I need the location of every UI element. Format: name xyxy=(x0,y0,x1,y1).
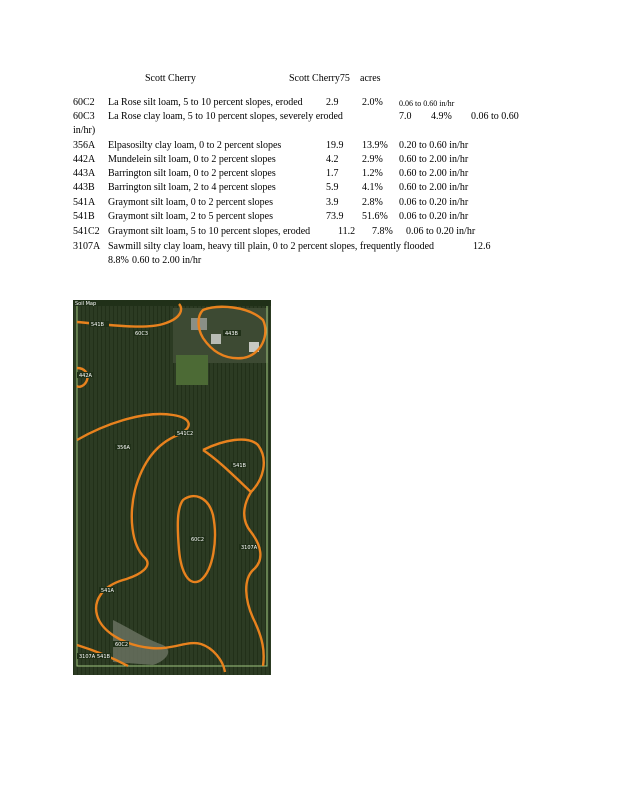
soil-label: 442A xyxy=(79,373,92,379)
soil-symbol: 60C2 xyxy=(73,97,95,108)
map-caption: Soil Map xyxy=(75,301,97,307)
soil-permeability: 0.20 to 0.60 in/hr xyxy=(399,140,469,151)
header-owner-acres: Scott Cherry75 xyxy=(289,73,350,84)
soil-label: 541C2 xyxy=(177,431,194,437)
map-title-bar xyxy=(73,300,271,306)
soil-percent: 1.2% xyxy=(362,168,383,179)
soil-symbol: 443B xyxy=(73,182,95,193)
soil-name: Graymont silt loam, 0 to 2 percent slopes xyxy=(108,197,273,208)
soil-symbol: 541C2 xyxy=(73,226,100,237)
soil-percent: 8.8% xyxy=(108,255,129,266)
building xyxy=(211,334,221,344)
soil-name: Barrington silt loam, 2 to 4 percent slopes xyxy=(108,182,276,193)
soil-label: 541A xyxy=(101,588,114,594)
soil-acres: 2.9 xyxy=(326,97,339,108)
soil-permeability: 0.60 to 2.00 in/hr xyxy=(132,255,202,266)
soil-name: Sawmill silty clay loam, heavy till plain, 0 to 2 percent slopes, frequently flooded xyxy=(108,241,435,252)
lawn-area xyxy=(176,355,208,385)
soil-name: La Rose silt loam, 5 to 10 percent slopes, eroded xyxy=(108,97,303,108)
soil-acres: 12.6 xyxy=(473,241,491,252)
soil-symbol: 60C3 xyxy=(73,111,95,122)
soil-name: Graymont silt loam, 5 to 10 percent slopes, eroded xyxy=(108,226,311,237)
soil-label: 541B xyxy=(233,463,246,469)
soil-name: Elpasosilty clay loam, 0 to 2 percent slopes xyxy=(108,140,282,151)
soil-name: Barrington silt loam, 0 to 2 percent slopes xyxy=(108,168,276,179)
soil-map xyxy=(73,300,271,675)
soil-label: 3107A xyxy=(79,654,96,660)
soil-permeability-wrap: in/hr) xyxy=(73,125,96,136)
soil-acres: 73.9 xyxy=(326,211,344,222)
soil-permeability: 0.06 to 0.20 in/hr xyxy=(399,197,469,208)
soil-percent: 7.8% xyxy=(372,226,393,237)
soil-percent: 51.6% xyxy=(362,211,388,222)
soil-label: 60C3 xyxy=(135,331,149,337)
soil-map-image xyxy=(73,300,271,675)
soil-percent: 4.9% xyxy=(431,111,452,122)
soil-symbol: 3107A xyxy=(73,241,101,252)
soil-symbol: 442A xyxy=(73,154,96,165)
soil-percent: 4.1% xyxy=(362,182,383,193)
soil-permeability: 0.60 to 2.00 in/hr xyxy=(399,154,469,165)
soil-acres: 5.9 xyxy=(326,182,339,193)
soil-label: 60C2 xyxy=(115,642,129,648)
header-acres-label: acres xyxy=(360,73,381,84)
soil-acres: 7.0 xyxy=(399,111,412,122)
soil-percent: 2.9% xyxy=(362,154,383,165)
soil-permeability: 0.60 to 2.00 in/hr xyxy=(399,168,469,179)
soil-label: 3107A xyxy=(241,545,258,551)
soil-permeability: 0.60 to 2.00 in/hr xyxy=(399,182,469,193)
soil-permeability: 0.06 to 0.20 in/hr xyxy=(399,211,469,222)
soil-acres: 1.7 xyxy=(326,168,339,179)
header-owner: Scott Cherry xyxy=(145,73,196,84)
soil-acres: 4.2 xyxy=(326,154,339,165)
soil-permeability: 0.06 to 0.60 in/hr xyxy=(399,99,455,108)
soil-label: 541B xyxy=(91,322,104,328)
soil-symbol: 356A xyxy=(73,140,96,151)
soil-symbol: 541B xyxy=(73,211,95,222)
soil-percent: 2.0% xyxy=(362,97,383,108)
soil-symbol: 443A xyxy=(73,168,96,179)
soil-label: 541B xyxy=(97,654,110,660)
soil-label: 356A xyxy=(117,445,130,451)
soil-label: 60C2 xyxy=(191,537,205,543)
soil-permeability: 0.06 to 0.20 in/hr xyxy=(406,226,476,237)
soil-label: 443B xyxy=(225,331,238,337)
soil-percent: 13.9% xyxy=(362,140,388,151)
soil-name: Graymont silt loam, 2 to 5 percent slopes xyxy=(108,211,273,222)
soil-acres: 3.9 xyxy=(326,197,339,208)
soil-acres: 11.2 xyxy=(338,226,356,237)
soil-percent: 2.8% xyxy=(362,197,383,208)
soil-name: La Rose clay loam, 5 to 10 percent slopes, severely eroded xyxy=(108,111,343,122)
soil-acres: 19.9 xyxy=(326,140,344,151)
soil-symbol: 541A xyxy=(73,197,96,208)
soil-permeability: 0.06 to 0.60 xyxy=(471,111,519,122)
soil-name: Mundelein silt loam, 0 to 2 percent slopes xyxy=(108,154,276,165)
